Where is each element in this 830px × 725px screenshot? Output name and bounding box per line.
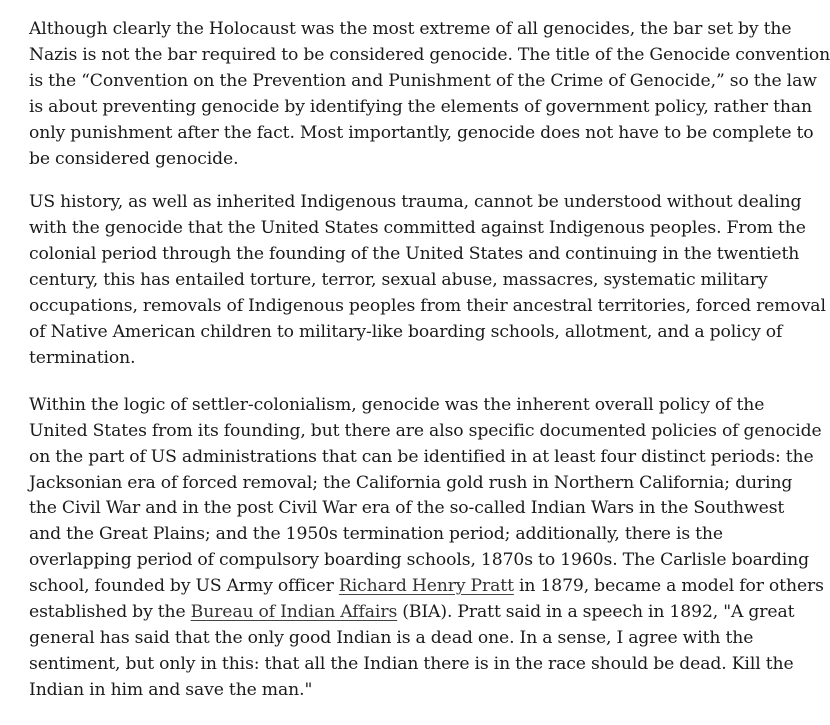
text-line: Although clearly the Holocaust was the most extreme of all genocides, the bar set by the xyxy=(29,19,792,39)
text-line: only punishment after the fact. Most importantly, genocide does not have to be complete to xyxy=(29,122,814,143)
bureau-of-indian-affairs-link[interactable]: Bureau of Indian Affairs xyxy=(190,602,398,623)
text-line: occupations, removals of Indigenous peoples from their ancestral territories, forced removal xyxy=(29,296,826,317)
text-line: of Native American children to military-like boarding schools, allotment, and a policy of xyxy=(29,321,783,342)
text-segment: school, founded by US Army officer xyxy=(29,576,339,597)
text-line: overlapping period of compulsory boarding schools, 1870s to 1960s. The Carlisle boarding xyxy=(29,550,810,571)
text-line: be considered genocide. xyxy=(29,148,239,169)
paragraph-us-history xyxy=(29,190,826,371)
text-line-with-link xyxy=(29,574,824,600)
text-line: Jacksonian era of forced removal; the California gold rush in Northern California; during xyxy=(29,472,793,493)
text-segment: in 1879, became a model for others xyxy=(513,576,824,597)
text-line: termination. xyxy=(29,347,136,368)
paragraph-settler-colonialism xyxy=(29,393,824,704)
text-segment: established by the xyxy=(29,602,191,623)
text-line: general has said that the only good Indian is a dead one. In a sense, I agree with the xyxy=(29,627,754,648)
text-line: US history, as well as inherited Indigenous trauma, cannot be understood without dealing xyxy=(29,192,802,213)
text-line: the Civil War and in the post Civil War era of the so-called Indian Wars in the Southwest xyxy=(29,498,785,519)
text-line: sentiment, but only in this: that all the Indian there is in the race should be dead. Kill the xyxy=(29,653,794,674)
text-line: with the genocide that the United States committed against Indigenous peoples. From the xyxy=(29,218,806,239)
text-line: and the Great Plains; and the 1950s termination period; additionally, there is the xyxy=(29,524,723,545)
text-line: Indian in him and save the man." xyxy=(29,679,313,700)
text-line-with-link xyxy=(29,600,814,626)
text-line: colonial period through the founding of the United States and continuing in the twentieth xyxy=(29,244,800,265)
text-line: on the part of US administrations that can be identified in at least four distinct periods: the xyxy=(29,446,814,467)
text-line: is the “Convention on the Prevention and Punishment of the Crime of Genocide,” so the law xyxy=(29,70,817,91)
paragraph-holocaust-definition xyxy=(29,17,830,172)
text-segment: (BIA). Pratt said in a speech in 1892, "A great xyxy=(397,602,795,623)
text-line: Nazis is not the bar required to be considered genocide. The title of the Genocide convention xyxy=(29,44,830,65)
text-line: century, this has entailed torture, terror, sexual abuse, massacres, systematic military xyxy=(29,270,768,291)
article-body xyxy=(29,17,830,722)
text-line: Within the logic of settler-colonialism, genocide was the inherent overall policy of the xyxy=(29,394,765,415)
text-line: United States from its founding, but there are also specific documented policies of genocide xyxy=(29,420,822,441)
text-line: is about preventing genocide by identifying the elements of government policy, rather than xyxy=(29,96,812,117)
richard-henry-pratt-link[interactable]: Richard Henry Pratt xyxy=(338,576,514,597)
